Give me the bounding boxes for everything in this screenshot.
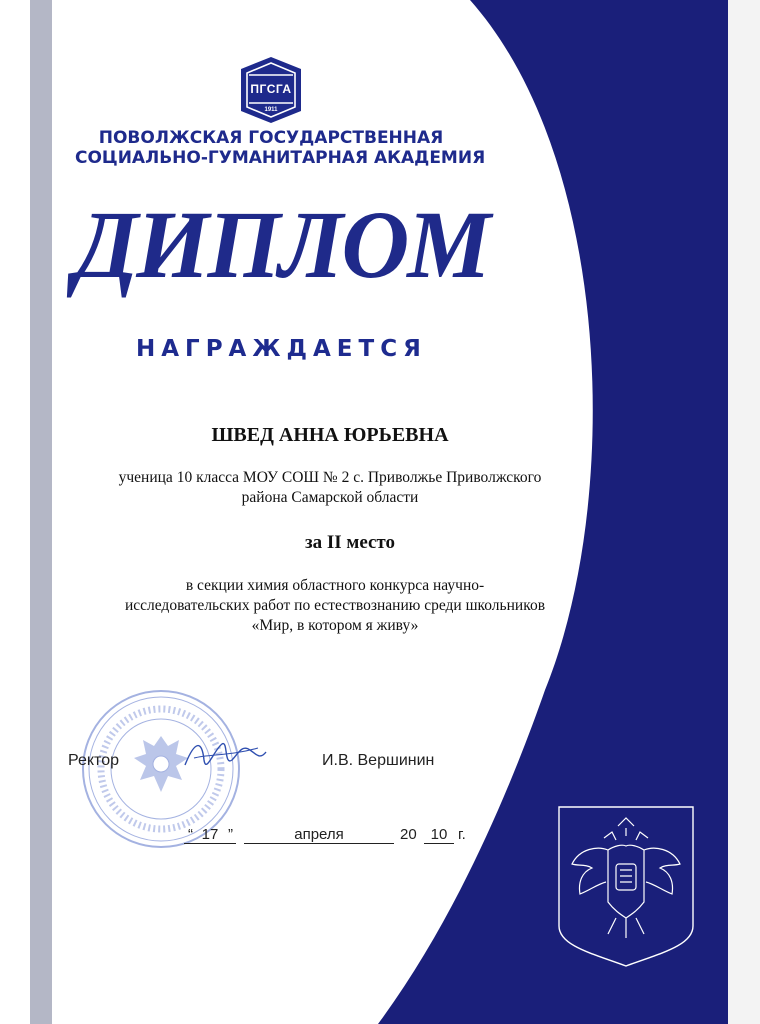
rector-signature [180, 730, 270, 780]
rector-title: Ректор [68, 752, 119, 769]
date-year-suffix: 10 [424, 826, 454, 844]
awarded-heading: НАГРАЖДАЕТСЯ [136, 336, 427, 362]
logo-year: 1911 [264, 107, 278, 113]
coat-of-arms-emblem [558, 806, 694, 968]
section-line3: «Мир, в котором я живу» [251, 617, 419, 634]
section-line1: в секции химия областного конкурса научно- [185, 577, 485, 594]
right-paper-edge [728, 0, 760, 1024]
academy-name [75, 128, 486, 168]
date-year-prefix: 20 [400, 826, 417, 843]
left-gray-stripe [30, 0, 52, 1024]
description-line2: района Самарской области [241, 489, 419, 506]
recipient-name: ШВЕД АННА ЮРЬЕВНА [211, 424, 449, 446]
recipient-description [80, 468, 580, 508]
academy-name-line2: СОЦИАЛЬНО-ГУМАНИТАРНАЯ АКАДЕМИЯ [75, 148, 486, 168]
section-line2: исследовательских работ по естествознанию среди школьников [124, 597, 546, 614]
place-award: за II место [304, 532, 396, 553]
diploma-title: ДИПЛОМ [74, 191, 489, 298]
date-close-quote: ” [228, 826, 233, 843]
date-year-unit: г. [458, 826, 466, 843]
section-description [80, 576, 590, 636]
academy-name-line1: ПОВОЛЖСКАЯ ГОСУДАРСТВЕННАЯ [98, 128, 444, 148]
issue-date [180, 826, 500, 850]
rector-name: И.В. Вершинин [322, 752, 435, 769]
date-day: 17 [184, 826, 236, 844]
logo-text: ПГСГА [250, 82, 292, 96]
description-line1: ученица 10 класса МОУ СОШ № 2 с. Приволжье Приволжского [118, 469, 542, 486]
date-month: апреля [244, 826, 394, 844]
date-open-quote: “ [188, 826, 193, 843]
